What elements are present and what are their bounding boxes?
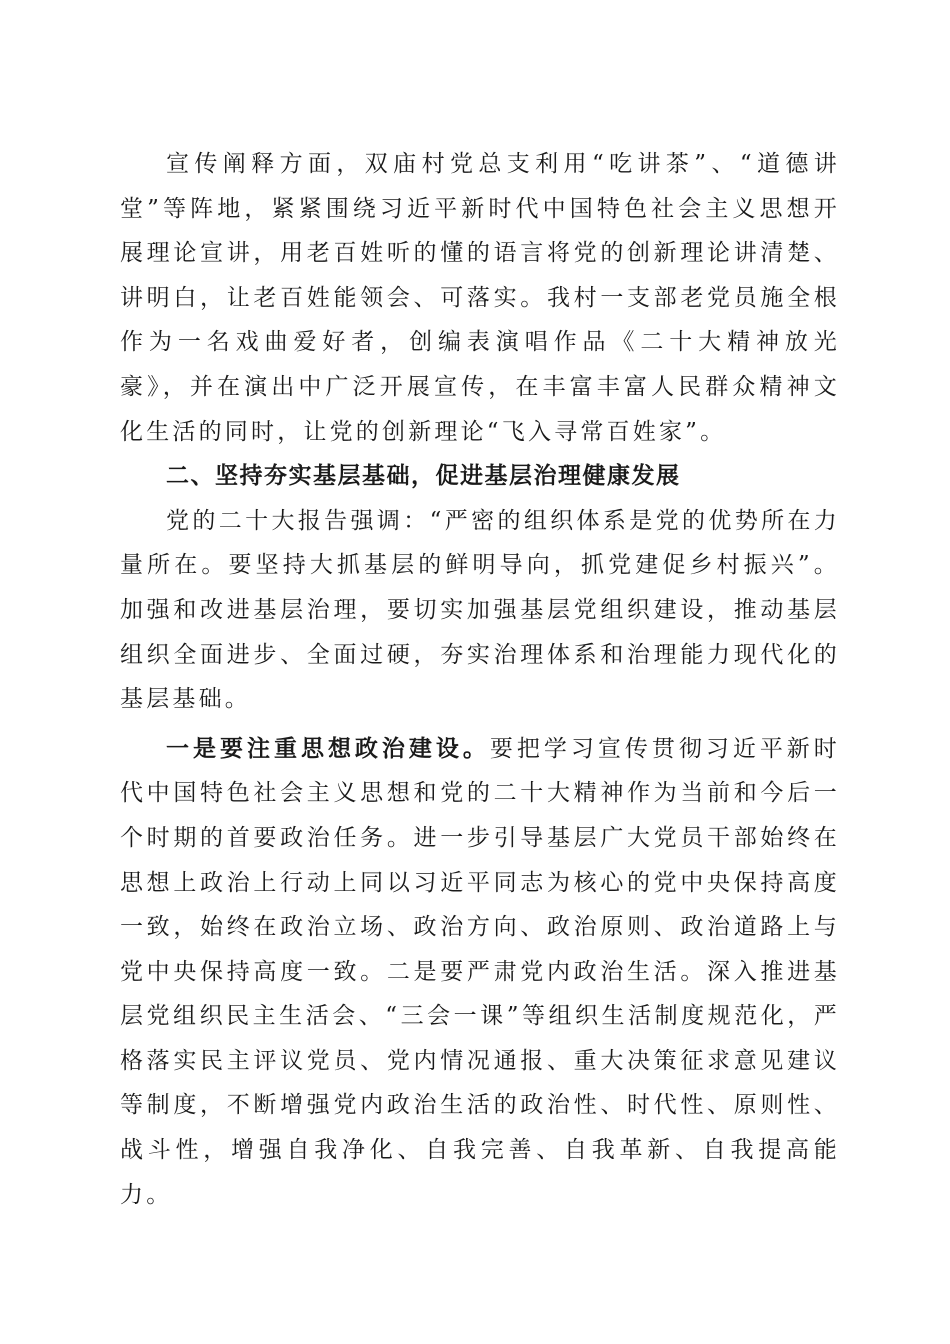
paragraph-publicity: 宣传阐释方面，双庙村党总支利用“吃讲茶”、“道德讲堂”等阵地，紧紧围绕习近平新时代中国特色社会主义思想开展理论宣讲，用老百姓听的懂的语言将党的创新理论讲清楚、讲明白，让老百姓能领会、可落实。我村一支部老党员施全根作为一名戏曲爱好者，创编表演唱作品《二十大精神放光豪》，并在演出中广泛开展宣传，在丰富丰富人民群众精神文化生活的同时，让党的创新理论“飞入寻常百姓家”。 [120, 151, 840, 445]
paragraph-body-text: 要把学习宣传贯彻习近平新时代中国特色社会主义思想和党的二十大精神作为当前和今后一个时期的首要政治任务。进一步引导基层广大党员干部始终在思想上政治上行动上同以习近平同志为核心的党中央保持高度一致，始终在政治立场、政治方向、政治原则、政治道路上与党中央保持高度一致。二是要严肃党内政治生活。深入推进基层党组织民主生活会、“三会一课”等组织生活制度规范化，严格落实民主评议党员、党内情况通报、重大决策征求意见建议等制度，不断增强党内政治生活的政治性、时代性、原则性、战斗性，增强自我净化、自我完善、自我革新、自我提高能力。 [120, 735, 840, 1208]
section-heading-2: 二、坚持夯实基层基础，促进基层治理健康发展 [166, 463, 681, 490]
paragraph-report-emphasis: 党的二十大报告强调：“严密的组织体系是党的优势所在力量所在。要坚持大抓基层的鲜明导向，抓党建促乡村振兴”。加强和改进基层治理，要切实加强基层党组织建设，推动基层组织全面进步、全面过硬，夯实治理体系和治理能力现代化的基层基础。 [120, 507, 840, 713]
document-body [120, 142, 840, 1217]
paragraph-political-construction [120, 727, 840, 1218]
paragraph-lead-phrase: 一是要注重思想政治建设。 [166, 734, 490, 762]
